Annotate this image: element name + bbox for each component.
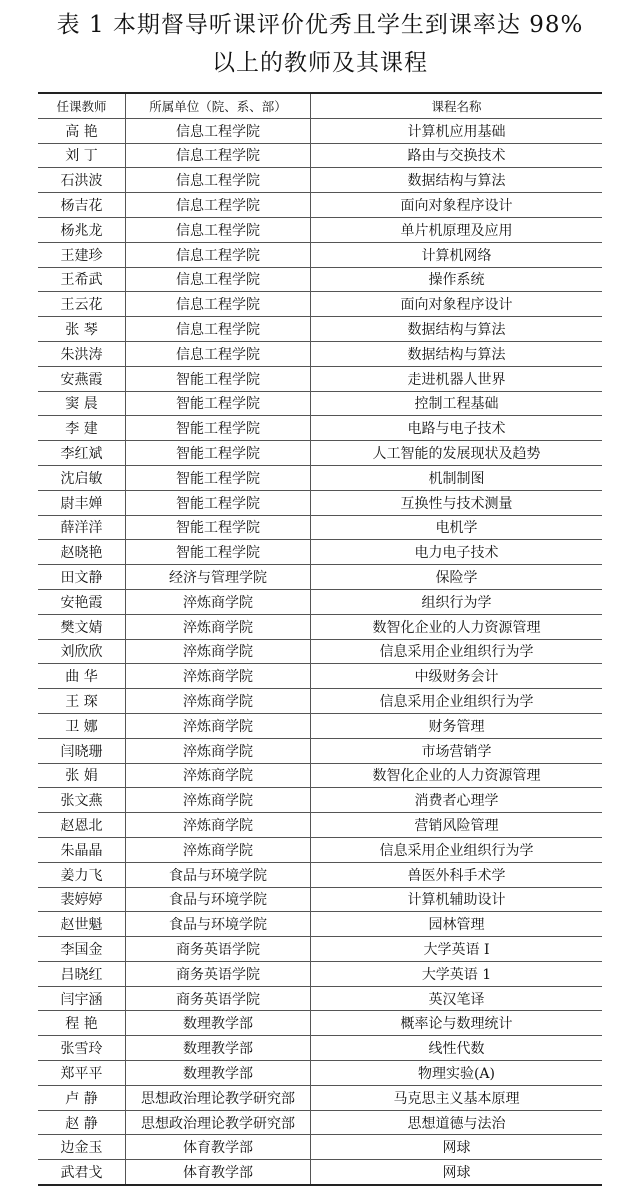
teacher-name-cell: 石洪波 (38, 168, 126, 193)
course-name-cell: 大学英语 1 (311, 961, 603, 986)
teacher-name-cell: 樊文婧 (38, 614, 126, 639)
department-cell: 数理教学部 (126, 1061, 311, 1086)
department-cell: 体育教学部 (126, 1160, 311, 1185)
table-row (38, 763, 602, 788)
table-row (38, 937, 602, 962)
course-name-cell: 中级财务会计 (311, 664, 603, 689)
teacher-name-cell: 安艳霞 (38, 589, 126, 614)
table-row (38, 193, 602, 218)
course-name-cell: 概率论与数理统计 (311, 1011, 603, 1036)
teacher-name-cell: 程 艳 (38, 1011, 126, 1036)
teacher-course-table (38, 92, 602, 1186)
teacher-name-cell: 张文燕 (38, 788, 126, 813)
course-name-cell: 信息采用企业组织行为学 (311, 689, 603, 714)
department-cell: 体育教学部 (126, 1135, 311, 1160)
course-name-cell: 计算机网络 (311, 242, 603, 267)
department-cell: 信息工程学院 (126, 267, 311, 292)
table-row (38, 738, 602, 763)
table-row (38, 366, 602, 391)
course-name-cell: 线性代数 (311, 1036, 603, 1061)
course-name-cell: 组织行为学 (311, 589, 603, 614)
table-row (38, 713, 602, 738)
table-row (38, 589, 602, 614)
teacher-name-cell: 王 琛 (38, 689, 126, 714)
course-name-cell: 机制制图 (311, 465, 603, 490)
course-name-cell: 园林管理 (311, 912, 603, 937)
teacher-name-cell: 杨吉花 (38, 193, 126, 218)
course-name-cell: 数据结构与算法 (311, 168, 603, 193)
table-row (38, 565, 602, 590)
table-row (38, 788, 602, 813)
table-row (38, 639, 602, 664)
teacher-name-cell: 薛洋洋 (38, 515, 126, 540)
table-row (38, 862, 602, 887)
course-name-cell: 单片机原理及应用 (311, 217, 603, 242)
department-cell: 淬炼商学院 (126, 713, 311, 738)
teacher-name-cell: 李红斌 (38, 441, 126, 466)
department-cell: 信息工程学院 (126, 118, 311, 143)
course-name-cell: 电路与电子技术 (311, 416, 603, 441)
table-row (38, 887, 602, 912)
department-cell: 智能工程学院 (126, 540, 311, 565)
table-row (38, 441, 602, 466)
department-cell: 信息工程学院 (126, 143, 311, 168)
table-row (38, 1011, 602, 1036)
title-line-2: 以上的教师及其课程 (212, 50, 428, 76)
department-cell: 商务英语学院 (126, 986, 311, 1011)
course-name-cell: 消费者心理学 (311, 788, 603, 813)
department-cell: 信息工程学院 (126, 317, 311, 342)
department-cell: 淬炼商学院 (126, 738, 311, 763)
course-name-cell: 思想道德与法治 (311, 1110, 603, 1135)
teacher-name-cell: 闫晓珊 (38, 738, 126, 763)
teacher-name-cell: 高 艳 (38, 118, 126, 143)
teacher-name-cell: 武君戈 (38, 1160, 126, 1185)
teacher-name-cell: 边金玉 (38, 1135, 126, 1160)
course-name-cell: 物理实验(A) (311, 1061, 603, 1086)
department-cell: 数理教学部 (126, 1036, 311, 1061)
table-row (38, 689, 602, 714)
course-name-cell: 面向对象程序设计 (311, 193, 603, 218)
teacher-name-cell: 姜力飞 (38, 862, 126, 887)
course-name-cell: 兽医外科手术学 (311, 862, 603, 887)
table-row (38, 168, 602, 193)
department-cell: 智能工程学院 (126, 416, 311, 441)
teacher-name-cell: 沈启敏 (38, 465, 126, 490)
teacher-name-cell: 张 娟 (38, 763, 126, 788)
department-cell: 淬炼商学院 (126, 664, 311, 689)
teacher-name-cell: 杨兆龙 (38, 217, 126, 242)
course-name-cell: 数智化企业的人力资源管理 (311, 763, 603, 788)
document-title (0, 0, 640, 82)
header-department: 所属单位（院、系、部） (126, 93, 311, 118)
teacher-name-cell: 闫宇涵 (38, 986, 126, 1011)
department-cell: 智能工程学院 (126, 490, 311, 515)
table-row (38, 540, 602, 565)
department-cell: 思想政治理论教学研究部 (126, 1110, 311, 1135)
teacher-name-cell: 李 建 (38, 416, 126, 441)
department-cell: 信息工程学院 (126, 341, 311, 366)
table-row (38, 490, 602, 515)
course-name-cell: 大学英语 I (311, 937, 603, 962)
teacher-name-cell: 赵晓艳 (38, 540, 126, 565)
header-teacher: 任课教师 (38, 93, 126, 118)
table-row (38, 1135, 602, 1160)
teacher-name-cell: 王云花 (38, 292, 126, 317)
table-body (38, 118, 602, 1185)
table-row (38, 416, 602, 441)
department-cell: 思想政治理论教学研究部 (126, 1085, 311, 1110)
table-row (38, 813, 602, 838)
course-name-cell: 网球 (311, 1160, 603, 1185)
table-row (38, 1085, 602, 1110)
department-cell: 淬炼商学院 (126, 788, 311, 813)
department-cell: 智能工程学院 (126, 366, 311, 391)
course-name-cell: 市场营销学 (311, 738, 603, 763)
department-cell: 智能工程学院 (126, 515, 311, 540)
department-cell: 食品与环境学院 (126, 912, 311, 937)
table-row (38, 465, 602, 490)
department-cell: 信息工程学院 (126, 168, 311, 193)
table-row (38, 217, 602, 242)
table-row (38, 1061, 602, 1086)
title-line-1: 表 1 本期督导听课评价优秀且学生到课率达 98% (56, 12, 584, 38)
teacher-name-cell: 卫 娜 (38, 713, 126, 738)
department-cell: 淬炼商学院 (126, 639, 311, 664)
table-row (38, 837, 602, 862)
course-name-cell: 数据结构与算法 (311, 341, 603, 366)
department-cell: 商务英语学院 (126, 961, 311, 986)
table-row (38, 986, 602, 1011)
course-name-cell: 计算机应用基础 (311, 118, 603, 143)
table-row (38, 143, 602, 168)
teacher-name-cell: 李国金 (38, 937, 126, 962)
teacher-name-cell: 刘 丁 (38, 143, 126, 168)
course-name-cell: 走进机器人世界 (311, 366, 603, 391)
header-course: 课程名称 (311, 93, 603, 118)
course-name-cell: 操作系统 (311, 267, 603, 292)
course-name-cell: 路由与交换技术 (311, 143, 603, 168)
course-name-cell: 信息采用企业组织行为学 (311, 837, 603, 862)
department-cell: 智能工程学院 (126, 441, 311, 466)
table-header-row (38, 93, 602, 118)
department-cell: 经济与管理学院 (126, 565, 311, 590)
department-cell: 信息工程学院 (126, 242, 311, 267)
department-cell: 智能工程学院 (126, 465, 311, 490)
teacher-name-cell: 卢 静 (38, 1085, 126, 1110)
department-cell: 信息工程学院 (126, 217, 311, 242)
teacher-name-cell: 朱洪涛 (38, 341, 126, 366)
course-name-cell: 电机学 (311, 515, 603, 540)
course-name-cell: 财务管理 (311, 713, 603, 738)
department-cell: 淬炼商学院 (126, 763, 311, 788)
course-name-cell: 网球 (311, 1135, 603, 1160)
department-cell: 智能工程学院 (126, 391, 311, 416)
table-row (38, 317, 602, 342)
department-cell: 信息工程学院 (126, 193, 311, 218)
course-name-cell: 信息采用企业组织行为学 (311, 639, 603, 664)
table-row (38, 515, 602, 540)
teacher-name-cell: 尉丰婵 (38, 490, 126, 515)
course-name-cell: 计算机辅助设计 (311, 887, 603, 912)
teacher-name-cell: 刘欣欣 (38, 639, 126, 664)
course-name-cell: 数据结构与算法 (311, 317, 603, 342)
course-name-cell: 营销风险管理 (311, 813, 603, 838)
course-name-cell: 英汉笔译 (311, 986, 603, 1011)
table-row (38, 664, 602, 689)
course-name-cell: 马克思主义基本原理 (311, 1085, 603, 1110)
teacher-name-cell: 张雪玲 (38, 1036, 126, 1061)
table-row (38, 341, 602, 366)
teacher-name-cell: 王建珍 (38, 242, 126, 267)
course-name-cell: 面向对象程序设计 (311, 292, 603, 317)
table-row (38, 391, 602, 416)
department-cell: 淬炼商学院 (126, 614, 311, 639)
table-row (38, 267, 602, 292)
department-cell: 商务英语学院 (126, 937, 311, 962)
department-cell: 淬炼商学院 (126, 837, 311, 862)
teacher-name-cell: 裴婷婷 (38, 887, 126, 912)
course-name-cell: 数智化企业的人力资源管理 (311, 614, 603, 639)
teacher-name-cell: 张 琴 (38, 317, 126, 342)
department-cell: 淬炼商学院 (126, 689, 311, 714)
table-row (38, 292, 602, 317)
table-row (38, 1160, 602, 1185)
department-cell: 淬炼商学院 (126, 589, 311, 614)
course-name-cell: 互换性与技术测量 (311, 490, 603, 515)
department-cell: 淬炼商学院 (126, 813, 311, 838)
teacher-name-cell: 曲 华 (38, 664, 126, 689)
table-row (38, 614, 602, 639)
table-row (38, 242, 602, 267)
table-row (38, 912, 602, 937)
course-name-cell: 电力电子技术 (311, 540, 603, 565)
course-name-cell: 保险学 (311, 565, 603, 590)
teacher-name-cell: 赵恩北 (38, 813, 126, 838)
table-row (38, 961, 602, 986)
table-row (38, 1036, 602, 1061)
department-cell: 数理教学部 (126, 1011, 311, 1036)
teacher-name-cell: 安燕霞 (38, 366, 126, 391)
table-row (38, 1110, 602, 1135)
teacher-name-cell: 郑平平 (38, 1061, 126, 1086)
department-cell: 信息工程学院 (126, 292, 311, 317)
department-cell: 食品与环境学院 (126, 862, 311, 887)
teacher-name-cell: 吕晓红 (38, 961, 126, 986)
teacher-name-cell: 朱晶晶 (38, 837, 126, 862)
teacher-name-cell: 田文静 (38, 565, 126, 590)
teacher-name-cell: 窦 晨 (38, 391, 126, 416)
teacher-name-cell: 王希武 (38, 267, 126, 292)
course-name-cell: 控制工程基础 (311, 391, 603, 416)
teacher-name-cell: 赵 静 (38, 1110, 126, 1135)
course-name-cell: 人工智能的发展现状及趋势 (311, 441, 603, 466)
department-cell: 食品与环境学院 (126, 887, 311, 912)
table-row (38, 118, 602, 143)
teacher-name-cell: 赵世魁 (38, 912, 126, 937)
